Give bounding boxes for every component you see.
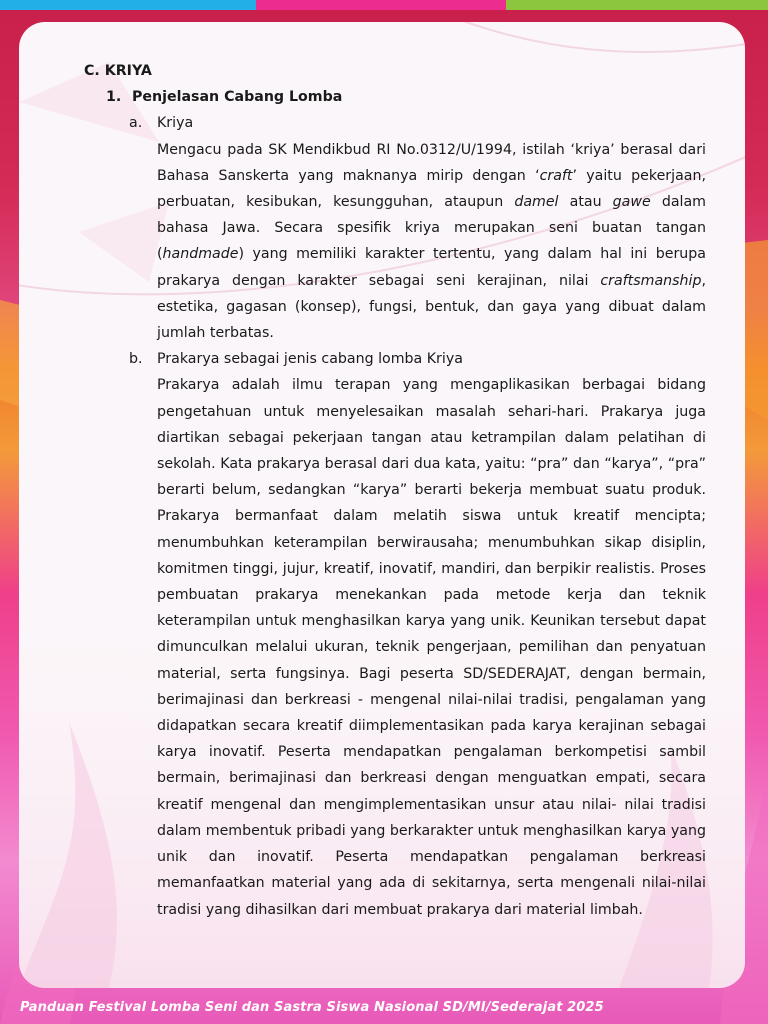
- page-footer: Panduan Festival Lomba Seni dan Sastra Siswa Nasional SD/MI/Sederajat 2025: [20, 1000, 604, 1015]
- subsection-number: 1.: [106, 89, 122, 106]
- list-item-letter: a.: [129, 115, 143, 132]
- paragraph-text: Mengacu pada SK Mendikbud RI No.0312/U/1994, istilah ‘kriya’ berasal dari Bahasa Sanskerta yang maknanya mirip dengan ‘craft’ yaitu pekerjaan, perbuatan, kesibukan, kesungguhan, ataupun damel atau gawe dalam bahasa Jawa. Secara spesifik kriya merupakan seni buatan tangan (handmade) yang memiliki karakter tertentu, yang dalam hal ini berupa prakarya dengan karakter sebagai seni kerajinan, nilai craftsmanship, estetika, gagasan (konsep), fungsi, bentuk, dan gaya yang dibuat dalam jumlah terbatas.: [157, 141, 706, 342]
- section-heading: C. KRIYA: [84, 63, 152, 79]
- top-bar-blue: [0, 0, 256, 10]
- list-item-title: Kriya: [157, 115, 194, 132]
- paragraph-kriya: [157, 137, 706, 347]
- top-bar-pink: [256, 0, 506, 10]
- subsection-heading: [106, 84, 706, 110]
- subsection-title: Penjelasan Cabang Lomba: [132, 89, 343, 106]
- list-item-title: Prakarya sebagai jenis cabang lomba Kriya: [157, 351, 463, 368]
- list-item-b: [129, 346, 706, 372]
- paragraph-text: Prakarya adalah ilmu terapan yang mengaplikasikan berbagai bidang pengetahuan untuk menyelesaikan masalah sehari-hari. Prakarya juga diartikan sebagai pekerjaan tangan atau ketrampilan dalam pelatihan di sekolah. Kata prakarya berasal dari dua kata, yaitu: “pra” dan “karya”, “pra” berarti belum, sedangkan “karya” berarti bekerja membuat suatu produk. Prakarya bermanfaat dalam melatih siswa untuk kreatif mencipta; menumbuhkan keterampilan berwirausaha; menumbuhkan sikap disiplin, komitmen tinggi, jujur, kreatif, inovatif, mandiri, dan berpikir realistis. Proses pembuatan prakarya menekankan pada metode kerja dan teknik keterampilan untuk menghasilkan karya yang unik. Keunikan tersebut dapat dimunculkan melalui ukuran, teknik pengerjaan, pemilihan dan penyatuan material, serta fungsinya. Bagi peserta SD/SEDERAJAT, dengan bermain, berimajinasi dan berkreasi - mengenal nilai-nilai tradisi, pengalaman yang didapatkan secara kreatif diimplementasikan pada karya kerajinan sebagai karya inovatif. Peserta mendapatkan pengalaman berkompetisi sambil bermain, berimajinasi dan berkreasi dengan menguatkan empati, secara kreatif mengenal dan mengimplementasikan unsur atau nilai- nilai tradisi dalam membentuk pribadi yang berkarakter untuk menghasilkan karya yang unik dan inovatif. Peserta mendapatkan pengalaman berkreasi memanfaatkan material yang ada di sekitarnya, serta mengenali nilai-nilai tradisi yang dihasilkan dari membuat prakarya dari material limbah.: [157, 377, 706, 918]
- list-item-a: [129, 110, 706, 136]
- top-bar-green: [506, 0, 768, 10]
- paragraph-prakarya: [157, 372, 706, 922]
- list-item-letter: b.: [129, 351, 143, 368]
- document-content: [84, 58, 706, 923]
